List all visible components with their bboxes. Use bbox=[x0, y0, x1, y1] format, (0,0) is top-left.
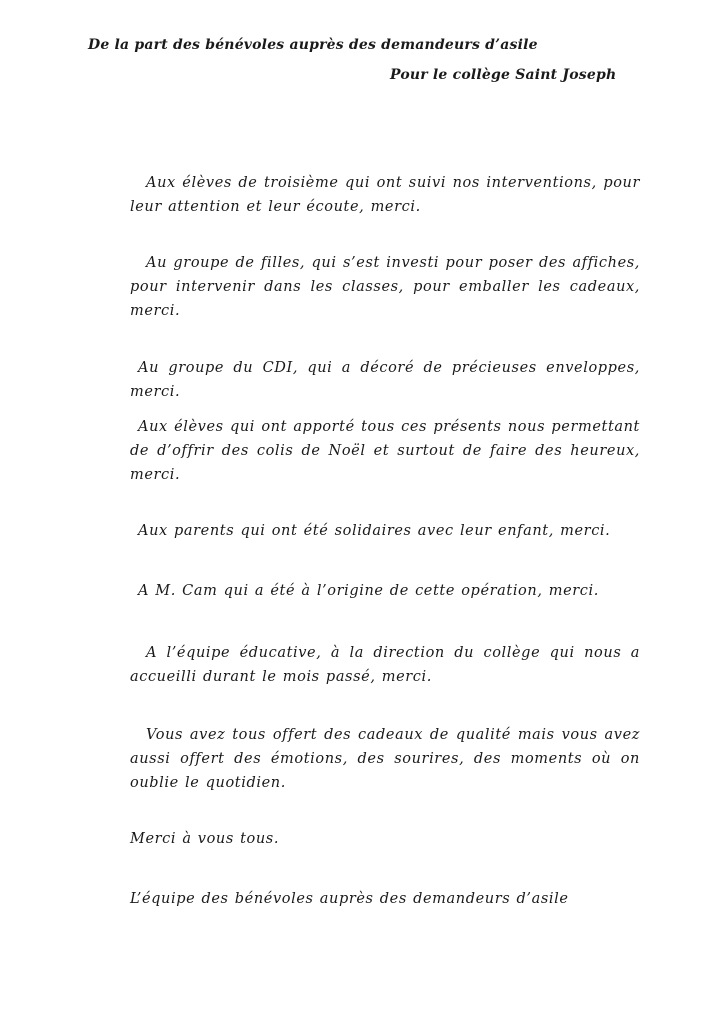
paragraph-cdi-group: Au groupe du CDI, qui a décoré de précieuses enveloppes, merci. bbox=[130, 359, 640, 400]
paragraph-m-cam: A M. Cam qui a été à l’origine de cette opération, merci. bbox=[138, 582, 599, 599]
sender-line: De la part des bénévoles auprès des demandeurs d’asile bbox=[88, 37, 538, 53]
paragraph-girls-group: Au groupe de filles, qui s’est investi pour poser des affiches, pour intervenir dans les classes, pour emballer les cadeaux, merci. bbox=[130, 254, 640, 319]
paragraph-students-gifts: Aux élèves qui ont apporté tous ces présents nous permettant de d’offrir des colis de Noël et surtout de faire des heureux, merci. bbox=[130, 418, 640, 483]
paragraph-thanks-all: Merci à vous tous. bbox=[130, 830, 280, 847]
paragraph-gifts-emotions: Vous avez tous offert des cadeaux de qualité mais vous avez aussi offert des émotions, des sourires, des moments où on oublie le quotidien. bbox=[130, 726, 640, 791]
paragraph-third-year-students: Aux élèves de troisième qui ont suivi nos interventions, pour leur attention et leur écoute, merci. bbox=[130, 174, 640, 215]
signature-line: L’équipe des bénévoles auprès des demandeurs d’asile bbox=[130, 890, 569, 907]
recipient-line: Pour le collège Saint Joseph bbox=[390, 67, 617, 83]
paragraph-educational-team: A l’équipe éducative, à la direction du collège qui nous a accueilli durant le mois passé, merci. bbox=[130, 644, 640, 685]
paragraph-parents: Aux parents qui ont été solidaires avec leur enfant, merci. bbox=[138, 522, 611, 539]
